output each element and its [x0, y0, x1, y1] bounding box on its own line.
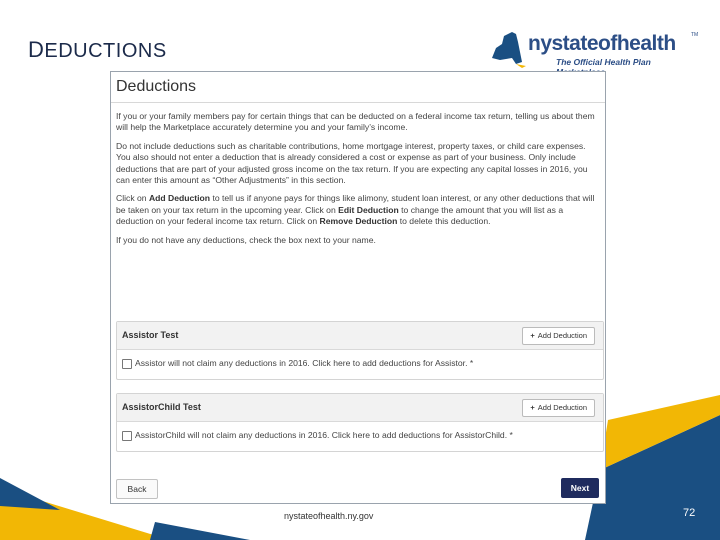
- page-title: Deductions: [116, 78, 197, 95]
- no-deductions-checkbox[interactable]: [122, 431, 132, 441]
- no-deductions-label[interactable]: Assistor will not claim any deductions in 2016. Click here to add deductions for Assistor. *: [135, 358, 474, 368]
- logo-trademark: TM: [691, 32, 699, 38]
- instruction-paragraph-3: Click on Add Deduction to tell us if anyone pays for things like alimony, student loan interest, or any other deductions that will be taken on your tax return in the upcoming year. Click on Edit Deduction to change the amount that you will list as a deduction on your federal income tax return. Click on Remove Deduction to delete this deduction.: [116, 193, 595, 227]
- no-deductions-label[interactable]: AssistorChild will not claim any deductions in 2016. Click here to add deductions for AssistorChild. *: [135, 430, 513, 440]
- member-card-body: [117, 350, 603, 379]
- member-card-assistor: [116, 321, 604, 380]
- instruction-paragraph-4: If you do not have any deductions, check the box next to your name.: [116, 234, 376, 245]
- logo-wordmark: nystateofhealth: [528, 32, 676, 55]
- member-card-header: [117, 322, 603, 350]
- add-deduction-button[interactable]: + Add Deduction: [522, 399, 595, 417]
- no-deductions-checkbox[interactable]: [122, 359, 132, 369]
- add-deduction-button[interactable]: + Add Deduction: [522, 327, 595, 345]
- blue-band-bottom: [150, 522, 250, 540]
- member-name: AssistorChild Test: [122, 402, 201, 412]
- nystateofhealth-logo: [486, 26, 701, 74]
- instruction-paragraph-2: Do not include deductions such as charitable contributions, home mortgage interest, property taxes, or child care expenses. You also should not enter a deduction that is already considered a cost or expense as part of your business. Only include deductions that are part of your adjusted gross income on the tax return. If you are expecting any capital losses in 2016, you can enter this amount as “Other Adjustments” in this section.: [116, 140, 588, 186]
- member-card-body: [117, 422, 603, 451]
- logo-tagline: The Official Health Plan: [556, 57, 651, 67]
- blue-band-left: [0, 478, 60, 510]
- member-card-assistorchild: [116, 393, 604, 452]
- slide-title: DEDUCTIONS: [28, 37, 167, 62]
- instruction-paragraph-1: If you or your family members pay for certain things that can be deducted on a federal income tax return, telling us about them will help the Marketplace accurately determine you and your family’s income.: [116, 111, 595, 133]
- member-name: Assistor Test: [122, 330, 179, 340]
- page-number: 72: [683, 507, 696, 519]
- member-card-header: [117, 394, 603, 422]
- back-button[interactable]: Back: [116, 479, 158, 499]
- footer-url: nystateofhealth.ny.gov: [284, 511, 374, 521]
- instructions: [116, 111, 599, 253]
- title-divider: [111, 102, 605, 103]
- plus-icon: +: [530, 403, 535, 412]
- next-button[interactable]: Next: [561, 478, 599, 498]
- plus-icon: +: [530, 331, 535, 340]
- ny-state-map-icon: [486, 28, 526, 72]
- deductions-screen: [110, 71, 606, 504]
